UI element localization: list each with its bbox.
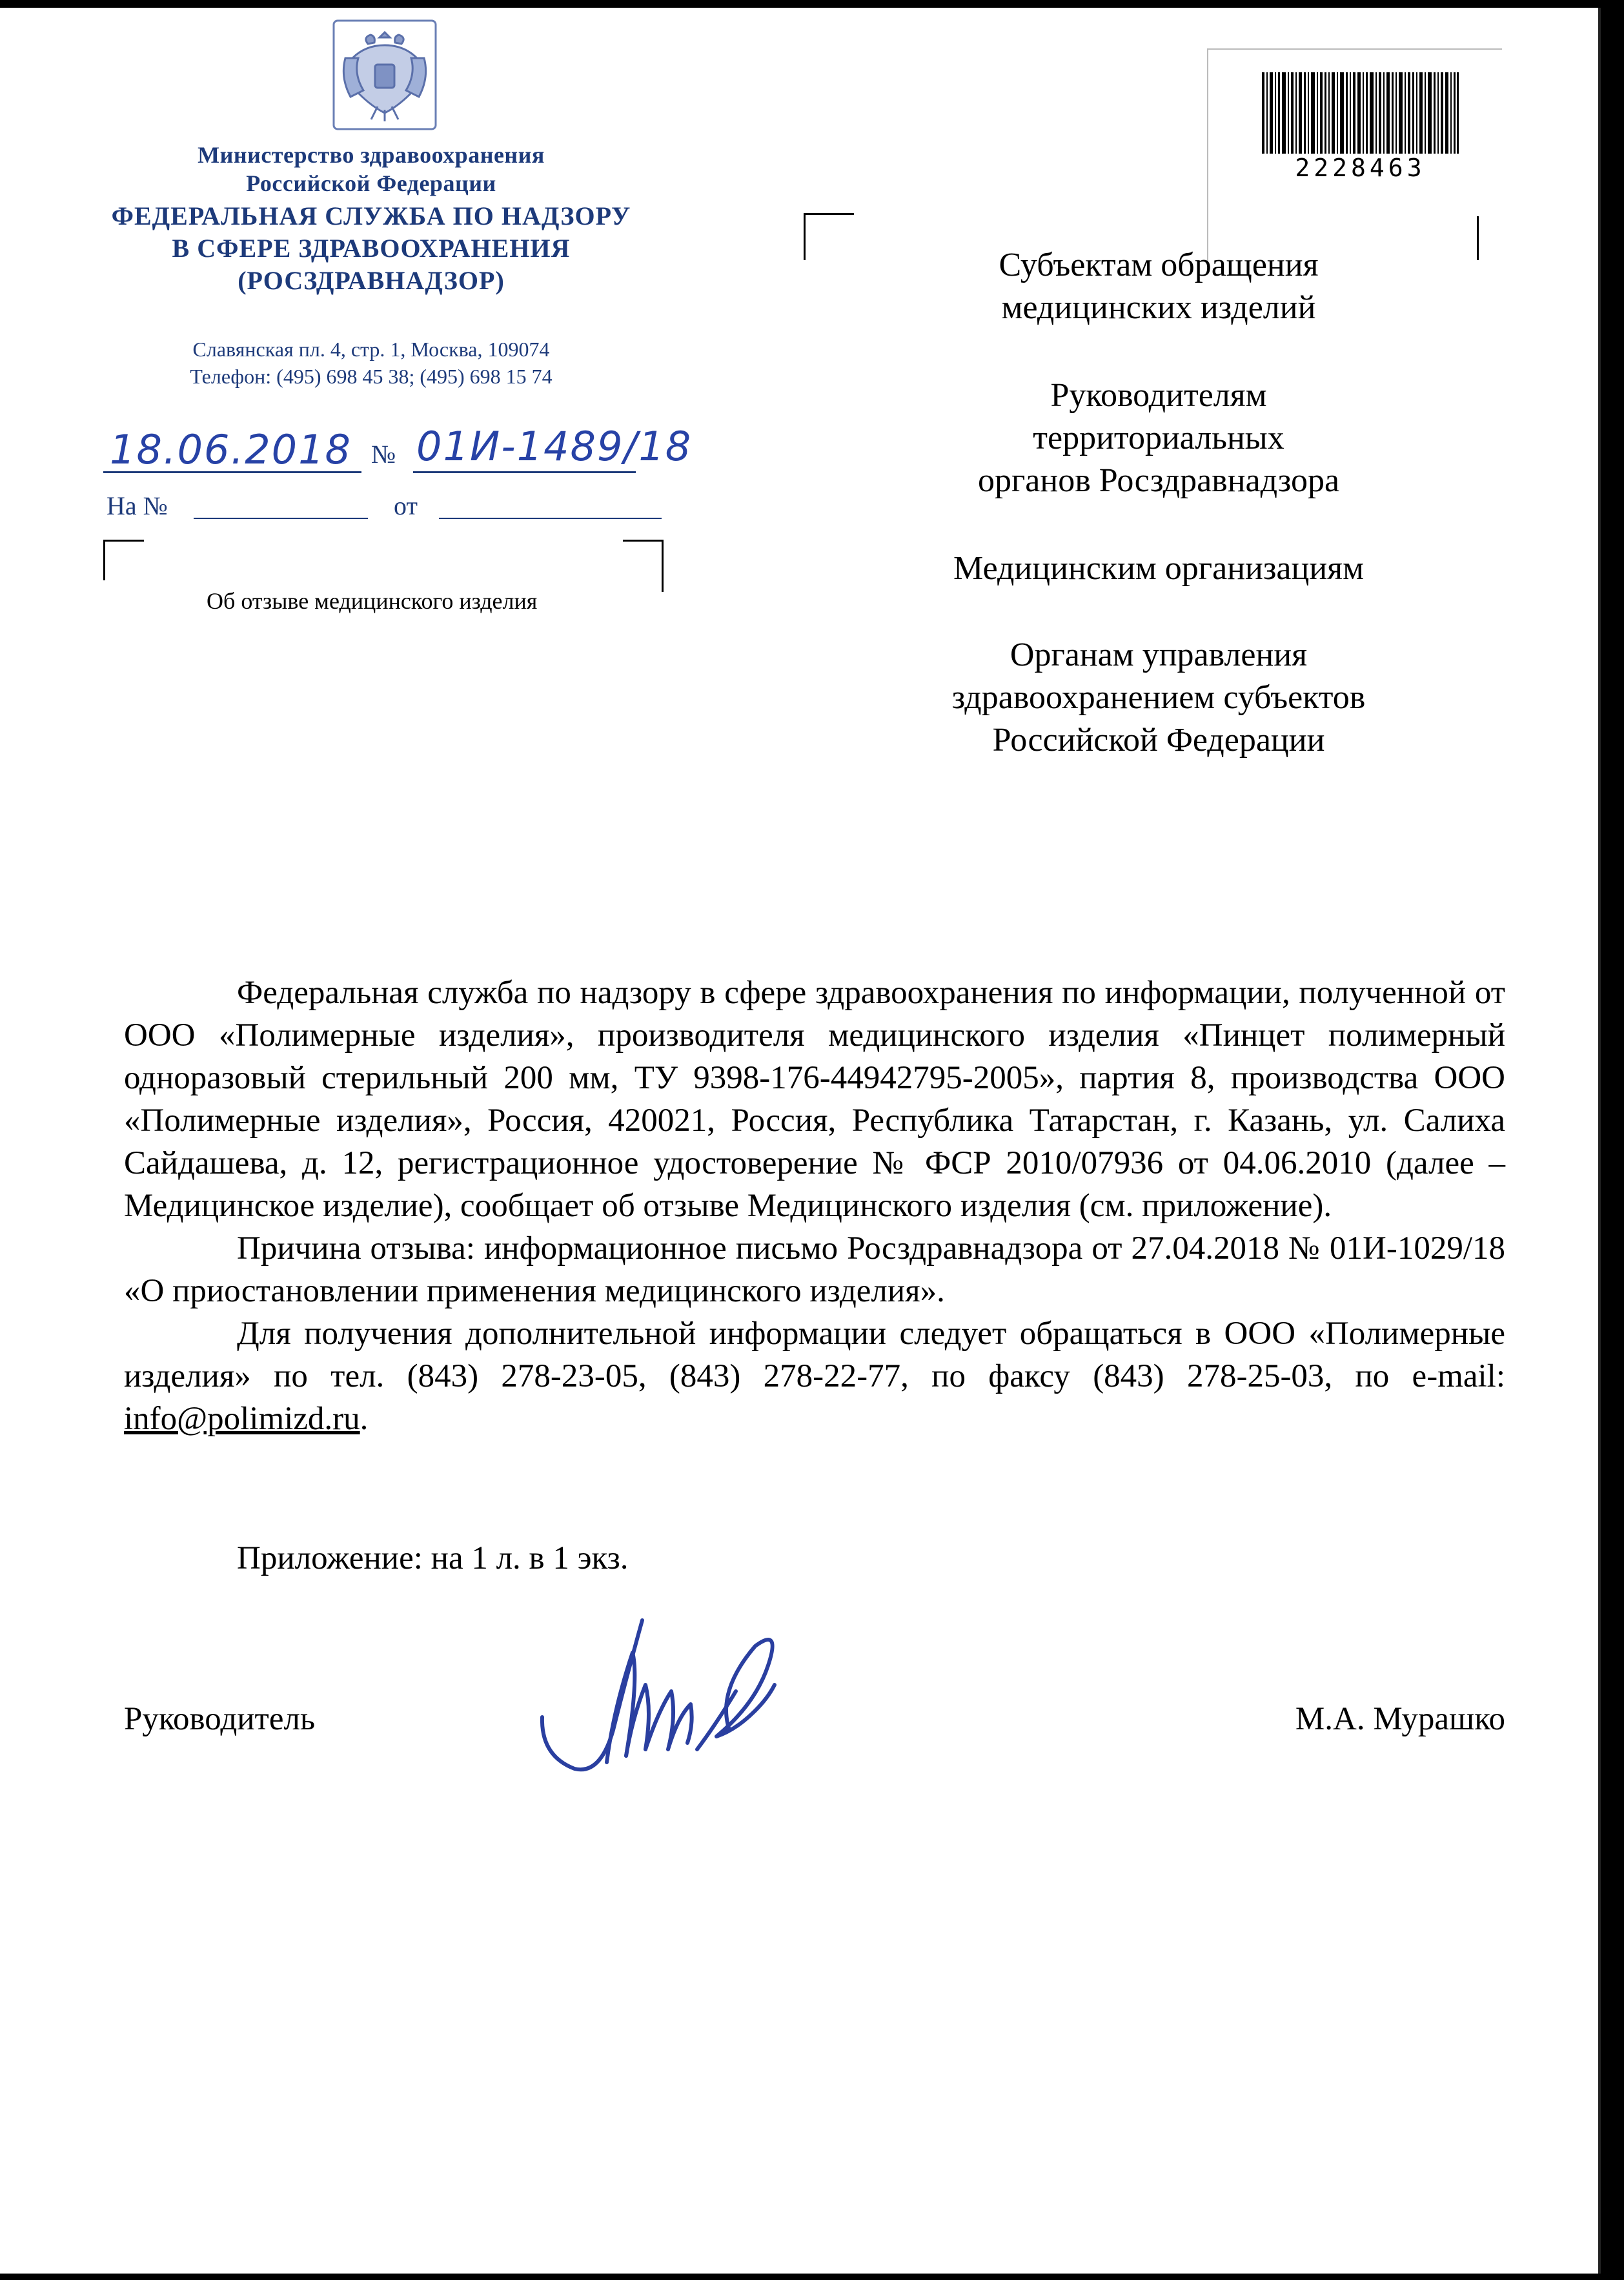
service-contacts [84, 336, 658, 390]
reply-reference-line [107, 491, 668, 523]
ministry-line-1: Министерство здравоохранения [198, 142, 545, 168]
addressee-line: Медицинским организациям [953, 550, 1364, 587]
addressee-line: органов Росздравнадзора [977, 462, 1340, 499]
addressee-3 [888, 547, 1430, 590]
body-paragraph-1: Федеральная служба по надзору в сфере здравоохранения по информации, полученной от ООО «Полимерные изделия», производителя медицинского изделия «Пинцет полимерный одноразовый стерильный 200 мм, ТУ 9398-176-44942795-2005», партия 8, производства ООО «Полимерные изделия», Россия, 420021, Россия, Республика Татарстан, г. Казань, ул. Салиха Сайдашева, д. 12, регистрационное удостоверение № ФСР 2010/07936 от 04.06.2010 (далее – Медицинское изделие), сообщает об отзыве Медицинского изделия (см. приложение). [124, 975, 1505, 1224]
reply-number-label: На № [107, 491, 168, 520]
barcode-icon [1262, 72, 1459, 154]
service-address: Славянская пл. 4, стр. 1, Москва, 109074 [192, 338, 550, 361]
number-underline [413, 471, 636, 473]
contact-text: Для получения дополнительной информации следует обращаться в ООО «Полимерные изделия» по тел. (843) 278-23-05, (843) 278-22-77, по факсу (843) 278-25-03, по e-mail: [124, 1316, 1505, 1394]
letter-body [124, 972, 1505, 1440]
addressee-line: здравоохранением субъектов [951, 679, 1366, 716]
addressee-4 [888, 634, 1430, 762]
registration-line [103, 423, 693, 478]
date-underline [103, 471, 361, 473]
registration-date: 18.06.2018 [110, 426, 352, 473]
addressee-line: Органам управления [1010, 636, 1308, 673]
signatory-name: М.А. Мурашко [1295, 1701, 1505, 1737]
service-line-1: ФЕДЕРАЛЬНАЯ СЛУЖБА ПО НАДЗОРУ [111, 201, 631, 230]
service-line-3: (РОСЗДРАВНАДЗОР) [238, 266, 505, 295]
body-paragraph-2: Причина отзыва: информационное письмо Росздравнадзора от 27.04.2018 № 01И-1029/18 «О приостановлении применения медицинского изделия». [124, 1230, 1505, 1309]
handwritten-signature [536, 1601, 800, 1801]
scan-border-top [0, 0, 1624, 8]
service-name [84, 200, 658, 297]
subject-corner-right [623, 540, 664, 592]
reply-date-blank [439, 518, 662, 519]
addressee-line: Российской Федерации [992, 722, 1325, 758]
addressee-line: территориальных [1033, 420, 1284, 456]
email-link[interactable]: info@polimizd.ru [124, 1401, 360, 1437]
service-phone: Телефон: (495) 698 45 38; (495) 698 15 74 [190, 365, 553, 388]
scan-border-bottom [0, 2274, 1624, 2280]
addressee-line: медицинских изделий [1001, 289, 1316, 326]
reply-from-label: от [394, 491, 418, 520]
contact-text-end: . [360, 1401, 369, 1437]
appendix-note: Приложение: на 1 л. в 1 экз. [237, 1540, 629, 1576]
scan-border-right [1601, 0, 1624, 2280]
letter-subject: Об отзыве медицинского изделия [207, 588, 538, 614]
addressee-line: Субъектам обращения [999, 247, 1319, 283]
scan-border-right-inner [1598, 8, 1601, 2274]
addressee-1 [888, 244, 1430, 329]
coat-of-arms-icon [332, 19, 437, 130]
addressee-line: Руководителям [1050, 377, 1267, 414]
subject-corner-left [103, 540, 144, 580]
address-corner-left [804, 213, 854, 260]
signatory-title: Руководитель [124, 1701, 316, 1737]
barcode-number: 2228463 [1295, 154, 1426, 182]
registration-number: 01И-1489/18 [416, 423, 693, 470]
ministry-line-2: Российской Федерации [246, 170, 496, 196]
addressee-2 [888, 374, 1430, 502]
service-line-2: В СФЕРЕ ЗДРАВООХРАНЕНИЯ [172, 234, 571, 263]
number-sign: № [371, 440, 396, 469]
body-paragraph-3 [124, 1312, 1505, 1440]
reply-number-blank [194, 518, 368, 519]
ministry-name [84, 141, 658, 198]
